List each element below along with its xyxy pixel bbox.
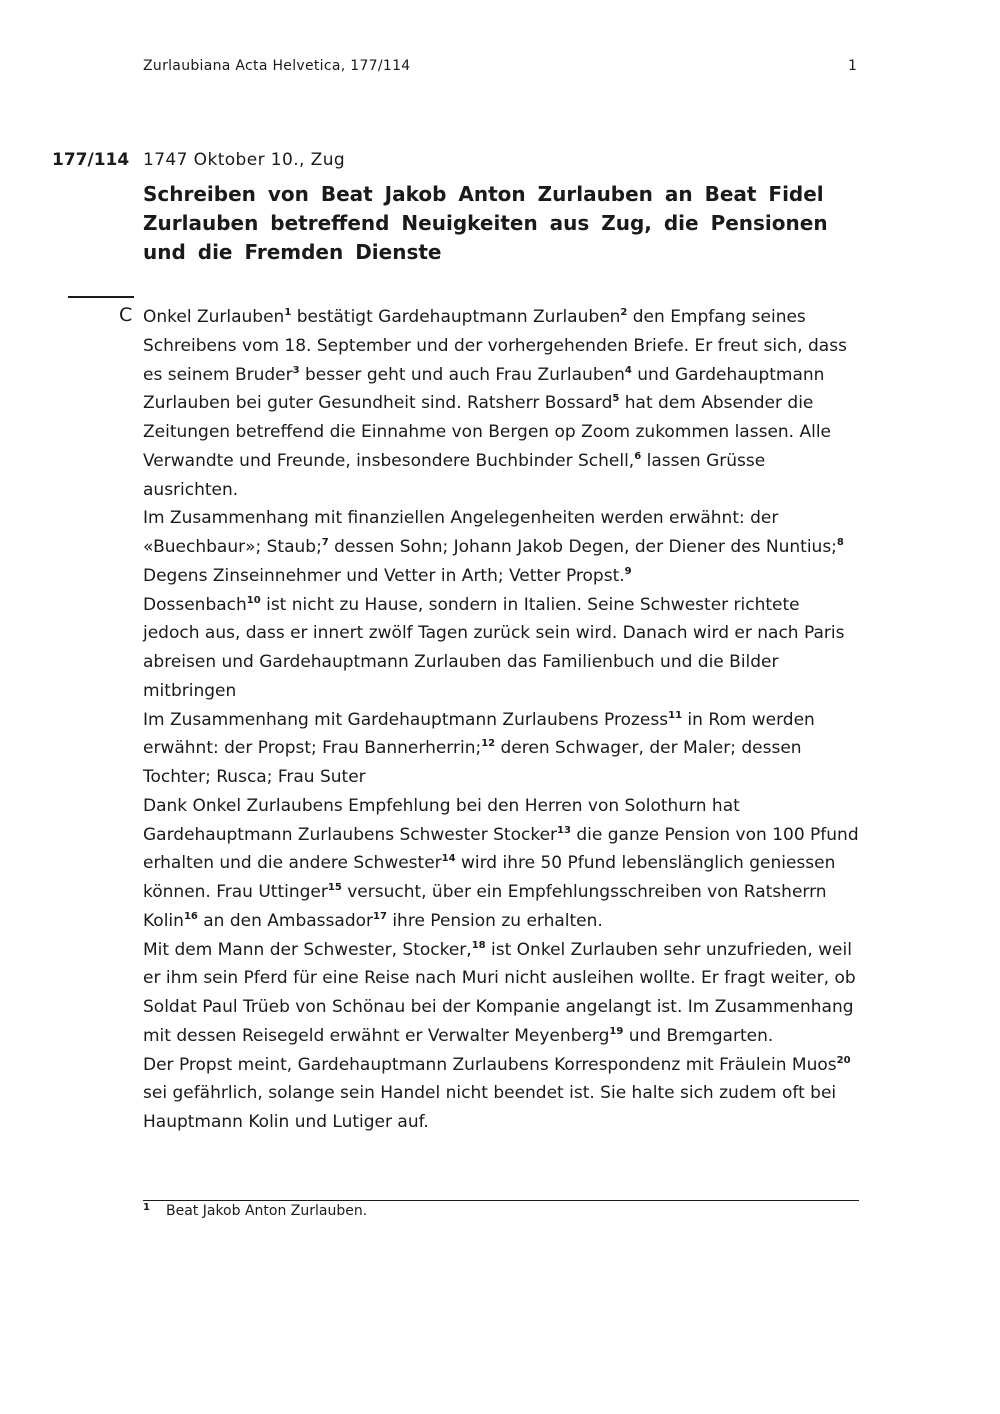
regest-paragraph: Mit dem Mann der Schwester, Stocker,$^{18}$ ist Onkel Zurlauben sehr unzufrieden, weil er ihm sein Pferd für eine Reise nach Muri nicht ausleihen wollte. Er fragt weiter, ob Soldat Paul Trüeb von Schönau bei der Kompanie angelangt ist. Im Zusammenhang mit dessen Reisegeld erwähnt er Verwalter Meyenberg$^{19}$ und Bremgarten. xyxy=(143,939,856,1046)
margin-rule xyxy=(68,296,134,298)
regest-paragraph: Onkel Zurlauben$^1$ bestätigt Gardehauptmann Zurlauben$^2$ den Empfang seines Schreibens vom 18. September und der vorhergehenden Briefe. Er freut sich, dass es seinem Bruder$^3$ besser geht und auch Frau Zurlauben$^4$ und Gardehauptmann Zurlauben bei guter Gesundheit sind. Ratsherr Bossard$^5$ hat dem Absender die Zeitungen betreffend die Einnahme von Bergen op Zoom zukommen lassen. Alle Verwandte und Freunde, insbesondere Buchbinder Schell,$^6$ lassen Grüsse ausrichten. xyxy=(143,307,847,500)
footnote xyxy=(143,1202,367,1219)
footnote-ref[interactable]: 17 xyxy=(373,910,387,922)
footnote-ref[interactable]: 7 xyxy=(321,537,329,548)
regest-body xyxy=(143,303,861,1137)
regest-paragraph: Dank Onkel Zurlaubens Empfehlung bei den Herren von Solothurn hat Gardehauptmann Zurlaubens Schwester Stocker$^{13}$ die ganze Pension von 100 Pfund erhalten und die andere Schwester$^{14}$ wird ihre 50 Pfund lebenslänglich geniessen können. Frau Uttinger$^{15}$ versucht, über ein Empfehlungsschreiben von Ratsherrn Kolin$^{16}$ an den Ambassador$^{17}$ ihre Pension zu erhalten. xyxy=(143,795,859,931)
document-id: 177/114 xyxy=(52,150,130,170)
regest-paragraph: Im Zusammenhang mit finanziellen Angelegenheiten werden erwähnt: der «Buechbaur»; Staub;$^7$ dessen Sohn; Johann Jakob Degen, der Diener des Nuntius;$^8$ Degens Zinseinnehmer und Vetter in Arth; Vetter Propst.$^9$ xyxy=(143,508,844,586)
footnote-ref[interactable]: 8 xyxy=(836,537,844,548)
regest-paragraph: Dossenbach$^{10}$ ist nicht zu Hause, sondern in Italien. Seine Schwester richtete jedoch aus, dass er innert zwölf Tagen zurück sein wird. Danach wird er nach Paris abreisen und Gardehauptmann Zurlauben das Familienbuch und die Bilder mitbringen xyxy=(143,594,845,701)
footnote-ref[interactable]: 15 xyxy=(327,882,342,893)
footnote-ref[interactable]: 3 xyxy=(292,364,300,376)
footnote-ref[interactable]: 9 xyxy=(624,565,632,577)
footnote-number: 1 xyxy=(143,1202,150,1213)
regest-paragraph: Der Propst meint, Gardehauptmann Zurlaubens Korrespondenz mit Fräulein Muos$^{20}$ sei gefährlich, solange sein Handel nicht beendet ist. Sie halte sich zudem oft bei Hauptmann Kolin und Lutiger auf. xyxy=(143,1054,851,1132)
running-header: Zurlaubiana Acta Helvetica, 177/114 xyxy=(143,58,411,74)
footnote-text: Beat Jakob Anton Zurlauben. xyxy=(166,1203,368,1219)
footnote-ref[interactable]: 16 xyxy=(183,910,198,922)
footnote-ref[interactable]: 14 xyxy=(441,853,456,865)
footnote-ref[interactable]: 1 xyxy=(284,307,292,318)
document-title: Schreiben von Beat Jakob Anton Zurlauben an Beat Fidel Zurlauben betreffend Neuigkeiten aus Zug, die Pensionen und die Fremden Dienste xyxy=(143,182,828,264)
document-date-place: 1747 Oktober 10., Zug xyxy=(143,150,346,170)
margin-mark: C xyxy=(119,304,133,326)
page-number: 1 xyxy=(848,58,857,74)
footnote-ref[interactable]: 18 xyxy=(471,939,486,951)
footnote-ref[interactable]: 19 xyxy=(609,1025,624,1037)
footnote-ref[interactable]: 11 xyxy=(668,709,683,721)
footnote-divider xyxy=(143,1200,859,1201)
footnote-ref[interactable]: 12 xyxy=(481,738,496,750)
footnote-ref[interactable]: 2 xyxy=(620,307,628,318)
footnote-ref[interactable]: 4 xyxy=(624,364,632,376)
footnote-ref[interactable]: 20 xyxy=(836,1054,851,1066)
footnote-ref[interactable]: 10 xyxy=(246,594,261,606)
footnote-ref[interactable]: 5 xyxy=(612,393,620,405)
regest-paragraph: Im Zusammenhang mit Gardehauptmann Zurlaubens Prozess$^{11}$ in Rom werden erwähnt: der Propst; Frau Bannerherrin;$^{12}$ deren Schwager, der Maler; dessen Tochter; Rusca; Frau Suter xyxy=(143,709,815,787)
footnote-ref[interactable]: 13 xyxy=(557,824,571,836)
footnote-ref[interactable]: 6 xyxy=(634,450,642,462)
